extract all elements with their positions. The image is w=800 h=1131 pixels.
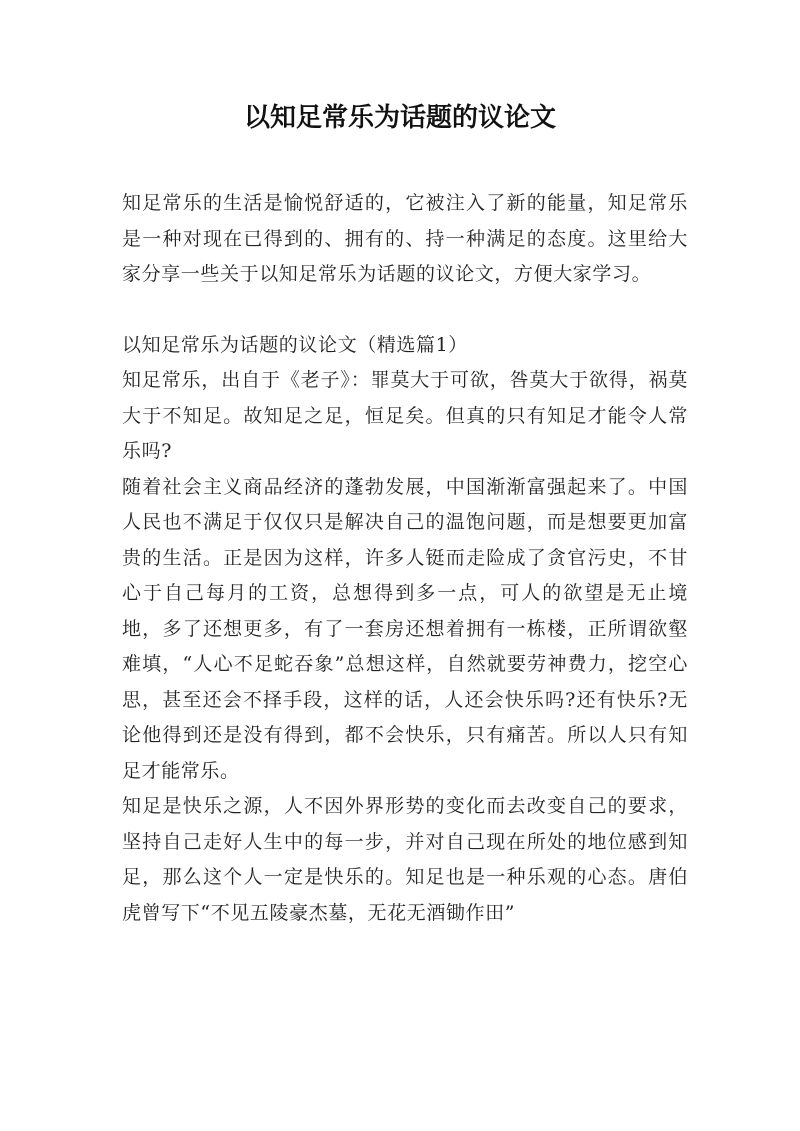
intro-paragraph: 知足常乐的生活是愉悦舒适的，它被注入了新的能量，知足常乐是一种对现在已得到的、拥有的、持一种满足的态度。这里给大家分享一些关于以知足常乐为话题的议论文，方便大家学习。 bbox=[122, 192, 688, 285]
section-heading: 以知足常乐为话题的议论文（精选篇1） bbox=[122, 333, 468, 356]
page-title: 以知足常乐为话题的议论文 bbox=[243, 103, 556, 133]
body-paragraph-2: 随着社会主义商品经济的蓬勃发展，中国渐渐富强起来了。中国人民也不满足于仅仅只是解决自己的温饱问题，而是想要更加富贵的生活。正是因为这样，许多人铤而走险成了贪官污史，不甘心于自己每月的工资，总想得到多一点，可人的欲望是无止境地，多了还想更多，有了一套房还想着拥有一栋楼，正所谓欲壑难填，“人心不足蛇吞象”总想这样，自然就要劳神费力，挖空心思，甚至还会不择手段，这样的话，人还会快乐吗?还有快乐?无论他得到还是没有得到，都不会快乐，只有痛苦。所以人只有知足才能常乐。 bbox=[122, 475, 688, 782]
body-paragraph-3: 知足是快乐之源，人不因外界形势的变化而去改变自己的要求，坚持自己走好人生中的每一步，并对自己现在所处的地位感到知足，那么这个人一定是快乐的。知足也是一种乐观的心态。唐伯虎曾写下“不见五陵豪杰墓，无花无酒锄作田” bbox=[122, 795, 688, 924]
body-paragraph-1: 知足常乐，出自于《老子》：罪莫大于可欲，咎莫大于欲得，祸莫大于不知足。故知足之足，恒足矣。但真的只有知足才能令人常乐吗? bbox=[122, 369, 688, 462]
document-body bbox=[122, 186, 688, 931]
